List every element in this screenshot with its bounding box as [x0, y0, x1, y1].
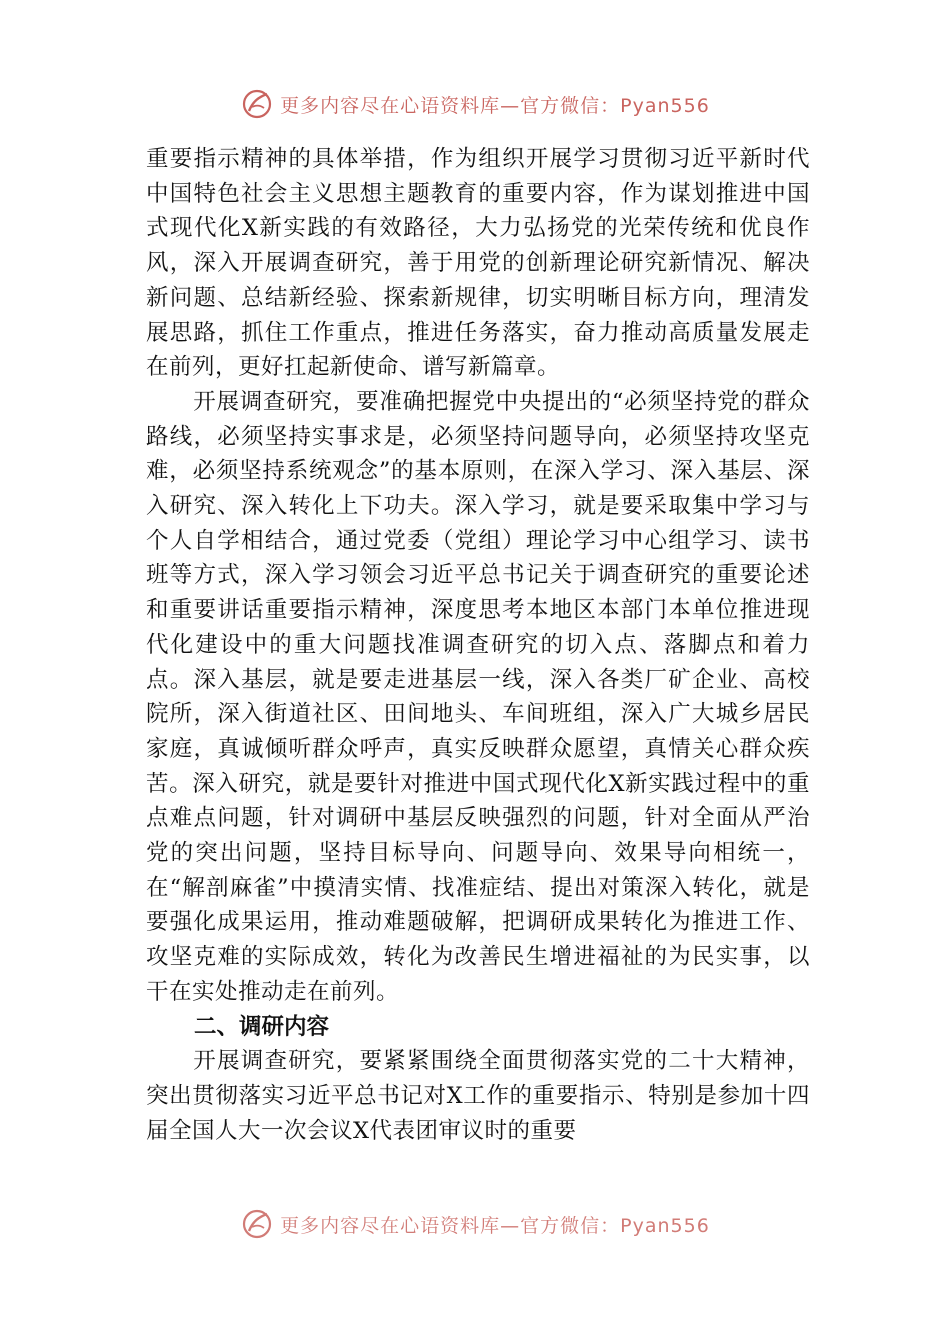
watermark-text: 更多内容尽在心语资料库—官方微信：Pyan556 — [280, 94, 710, 117]
document-body — [146, 142, 810, 1148]
paragraph-3: 开展调查研究，要紧紧围绕全面贯彻落实党的二十大精神，突出贯彻落实习近平总书记对X工作的重要指示、特别是参加十四届全国人大一次会议X代表团审议时的重要 — [146, 1048, 810, 1144]
logo-icon — [240, 1207, 274, 1241]
watermark-text: 更多内容尽在心语资料库—官方微信：Pyan556 — [280, 1214, 710, 1237]
paragraph-2: 开展调查研究，要准确把握党中央提出的“必须坚持党的群众路线，必须坚持实事求是，必须坚持问题导向，必须坚持攻坚克难，必须坚持系统观念”的基本原则，在深入学习、深入基层、深入研究、深入转化上下功夫。深入学习，就是要采取集中学习与个人自学相结合，通过党委（党组）理论学习中心组学习、读书班等方式，深入学习领会习近平总书记关于调查研究的重要论述和重要讲话重要指示精神，深度思考本地区本部门本单位推进现代化建设中的重大问题找准调查研究的切入点、落脚点和着力点。深入基层，就是要走进基层一线，深入各类厂矿企业、高校院所，深入街道社区、田间地头、车间班组，深入广大城乡居民家庭，真诚倾听群众呼声，真实反映群众愿望，真情关心群众疾苦。深入研究，就是要针对推进中国式现代化X新实践过程中的重点难点问题，针对调研中基层反映强烈的问题，针对全面从严治党的突出问题，坚持目标导向、问题导向、效果导向相统一，在“解剖麻雀”中摸清实情、找准症结、提出对策深入转化，就是要强化成果运用，推动难题破解，把调研成果转化为推进工作、攻坚克难的实际成效，转化为改善民生增进福祉的为民实事，以干在实处推动走在前列。 — [146, 388, 810, 1005]
logo-icon — [240, 87, 274, 121]
watermark-footer — [0, 1204, 950, 1244]
paragraph-1: 重要指示精神的具体举措，作为组织开展学习贯彻习近平新时代中国特色社会主义思想主题教育的重要内容，作为谋划推进中国式现代化X新实践的有效路径，大力弘扬党的光荣传统和优良作风，深入开展调查研究，善于用党的创新理论研究新情况、解决新问题、总结新经验、探索新规律，切实明晰目标方向，理清发展思路，抓住工作重点，推进任务落实，奋力推动高质量发展走在前列，更好扛起新使命、谱写新篇章。 — [146, 146, 810, 381]
section-heading: 二、调研内容 — [194, 1013, 330, 1040]
watermark-header — [0, 84, 950, 124]
